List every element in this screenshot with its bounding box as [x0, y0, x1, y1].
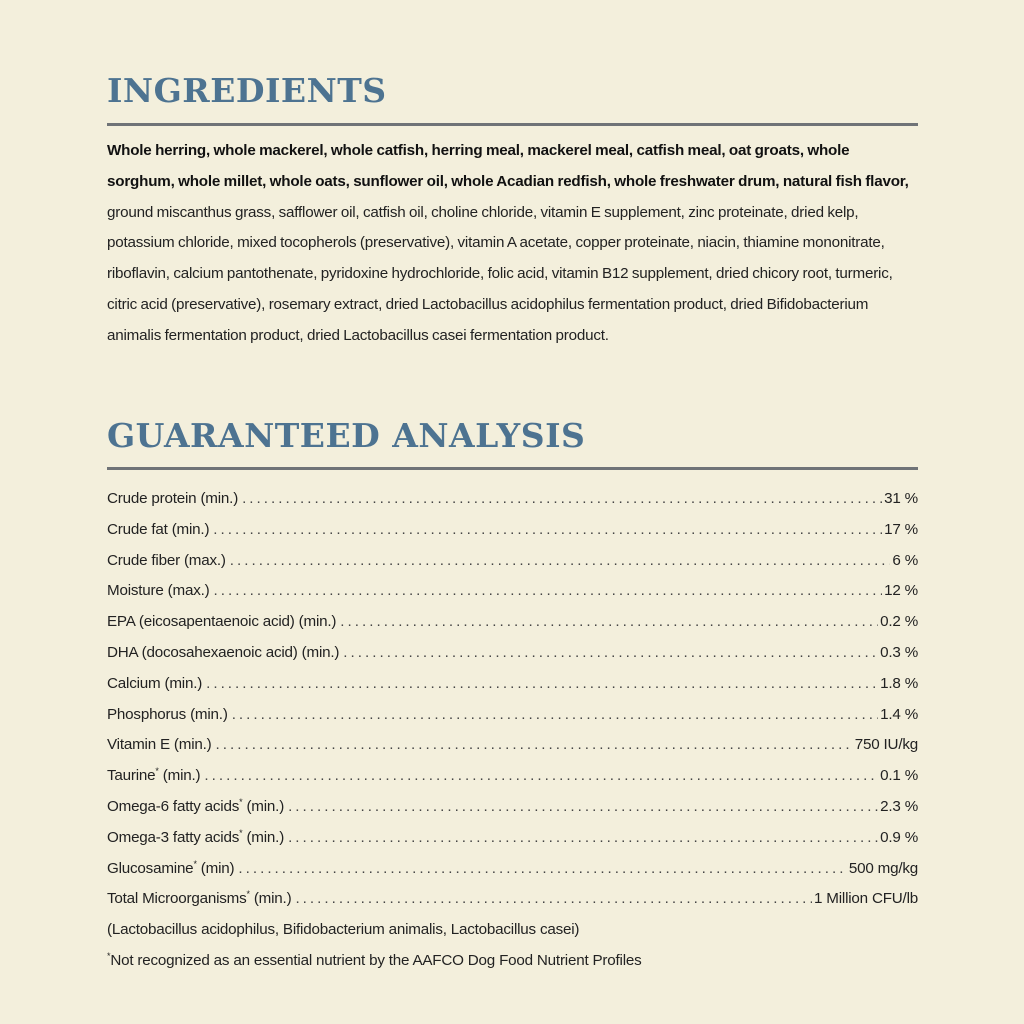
footnote-text: Not recognized as an essential nutrient by the AAFCO Dog Food Nutrient Profiles	[110, 951, 642, 969]
analysis-qualifier: (min)	[196, 859, 235, 877]
analysis-label	[107, 546, 226, 577]
footnote-marker: *	[193, 858, 197, 869]
ingredients-primary: Whole herring, whole mackerel, whole catfish, herring meal, mackerel meal, catfish meal, oat groats, whole sorghum, whole millet, whole oats, sunflower oil, whole Acadian redfish, whole freshwater drum, natural fish flavor,	[107, 142, 909, 190]
analysis-row	[107, 638, 918, 669]
analysis-label	[107, 884, 291, 915]
dot-leader	[340, 607, 878, 638]
analysis-label	[107, 669, 202, 700]
analysis-row	[107, 607, 918, 638]
footnote	[107, 946, 918, 977]
analysis-divider	[107, 467, 918, 470]
analysis-table	[107, 484, 918, 977]
analysis-label	[107, 792, 284, 823]
analysis-label	[107, 823, 284, 854]
analysis-label-text: Total Microorganisms	[107, 890, 247, 908]
dot-leader	[216, 730, 853, 761]
analysis-qualifier: (min.)	[249, 890, 292, 908]
analysis-value: 2.3 %	[880, 797, 918, 815]
analysis-row	[107, 761, 918, 792]
analysis-label	[107, 700, 228, 731]
footnote-marker: *	[239, 827, 243, 838]
analysis-qualifier: (min.)	[158, 767, 201, 785]
analysis-row	[107, 700, 918, 731]
dot-leader	[238, 854, 847, 885]
analysis-heading: GUARANTEED ANALYSIS	[107, 416, 586, 455]
dot-leader	[242, 484, 882, 515]
analysis-value: 1.8 %	[880, 674, 918, 692]
analysis-value: 31 %	[884, 490, 918, 507]
dot-leader	[295, 884, 812, 915]
analysis-value: 0.3 %	[880, 643, 918, 661]
analysis-label-text: Crude protein (min.)	[107, 490, 239, 507]
dot-leader	[343, 638, 878, 669]
analysis-value: 17 %	[884, 520, 918, 538]
analysis-rows	[107, 484, 918, 915]
dot-leader	[213, 576, 882, 607]
analysis-label-text: Omega-3 fatty acids	[107, 828, 240, 846]
analysis-label	[107, 607, 336, 638]
dot-leader	[230, 546, 891, 577]
analysis-label-text: Phosphorus (min.)	[107, 705, 228, 723]
analysis-row	[107, 484, 918, 515]
analysis-row	[107, 546, 918, 577]
analysis-row	[107, 823, 918, 854]
analysis-label	[107, 761, 200, 792]
dot-leader	[213, 515, 882, 546]
analysis-value: 500 mg/kg	[848, 859, 918, 877]
analysis-label-text: Vitamin E (min.)	[107, 736, 212, 754]
dot-leader	[204, 761, 878, 792]
analysis-label	[107, 576, 209, 607]
analysis-label-text: Crude fat (min.)	[107, 520, 210, 538]
analysis-label	[107, 515, 209, 546]
analysis-label-text: Omega-6 fatty acids	[107, 797, 240, 815]
analysis-row	[107, 515, 918, 546]
analysis-value: 0.2 %	[880, 613, 918, 631]
analysis-label	[107, 730, 212, 761]
footnote-marker: *	[155, 766, 159, 777]
analysis-label-text: Crude fiber (max.)	[107, 551, 226, 569]
analysis-label	[107, 638, 339, 669]
dot-leader	[288, 823, 878, 854]
analysis-row	[107, 792, 918, 823]
dot-leader	[206, 669, 878, 700]
analysis-row	[107, 730, 918, 761]
analysis-qualifier: (min.)	[242, 828, 285, 846]
microorganisms-note: (Lactobacillus acidophilus, Bifidobacterium animalis, Lactobacillus casei)	[107, 921, 580, 939]
analysis-value: 750 IU/kg	[854, 736, 918, 754]
analysis-label-text: Calcium (min.)	[107, 674, 203, 692]
analysis-row	[107, 884, 918, 915]
dot-leader	[232, 700, 878, 731]
analysis-label-text: Glucosamine	[107, 859, 194, 877]
analysis-value: 1 Million CFU/lb	[814, 890, 918, 908]
analysis-value: 6 %	[892, 551, 918, 569]
footnote-mark: *	[107, 950, 111, 961]
analysis-value: 1.4 %	[880, 705, 918, 723]
analysis-label-text: EPA (eicosapentaenoic acid) (min.)	[107, 613, 337, 631]
footnote-marker: *	[246, 889, 250, 900]
analysis-label	[107, 854, 234, 885]
ingredients-heading: INGREDIENTS	[107, 71, 387, 110]
analysis-row	[107, 576, 918, 607]
ingredients-secondary: ground miscanthus grass, safflower oil, catfish oil, choline chloride, vitamin E supplement, zinc proteinate, dried kelp, potassium chloride, mixed tocopherols (preservative), vitamin A acetate, copper proteinate, niacin, thiamine mononitrate, riboflavin, calcium pantothenate, pyridoxine hydrochloride, folic acid, vitamin B12 supplement, dried chicory root, turmeric, citric acid (preservative), rosemary extract, dried Lactobacillus acidophilus fermentation product, dried Bifidobacterium animalis fermentation product, dried Lactobacillus casei fermentation product.	[107, 203, 893, 344]
ingredients-divider	[107, 123, 918, 126]
analysis-label-text: Taurine	[107, 767, 156, 785]
analysis-row	[107, 854, 918, 885]
footnote-marker: *	[239, 796, 243, 807]
analysis-row	[107, 669, 918, 700]
dot-leader	[288, 792, 878, 823]
analysis-value: 12 %	[884, 582, 918, 600]
analysis-label	[107, 484, 238, 515]
analysis-qualifier: (min.)	[242, 797, 285, 815]
analysis-value: 0.9 %	[880, 828, 918, 846]
analysis-label-text: DHA (docosahexaenoic acid) (min.)	[107, 643, 340, 661]
analysis-label-text: Moisture (max.)	[107, 582, 210, 600]
ingredients-list	[107, 136, 918, 352]
analysis-value: 0.1 %	[880, 767, 918, 785]
